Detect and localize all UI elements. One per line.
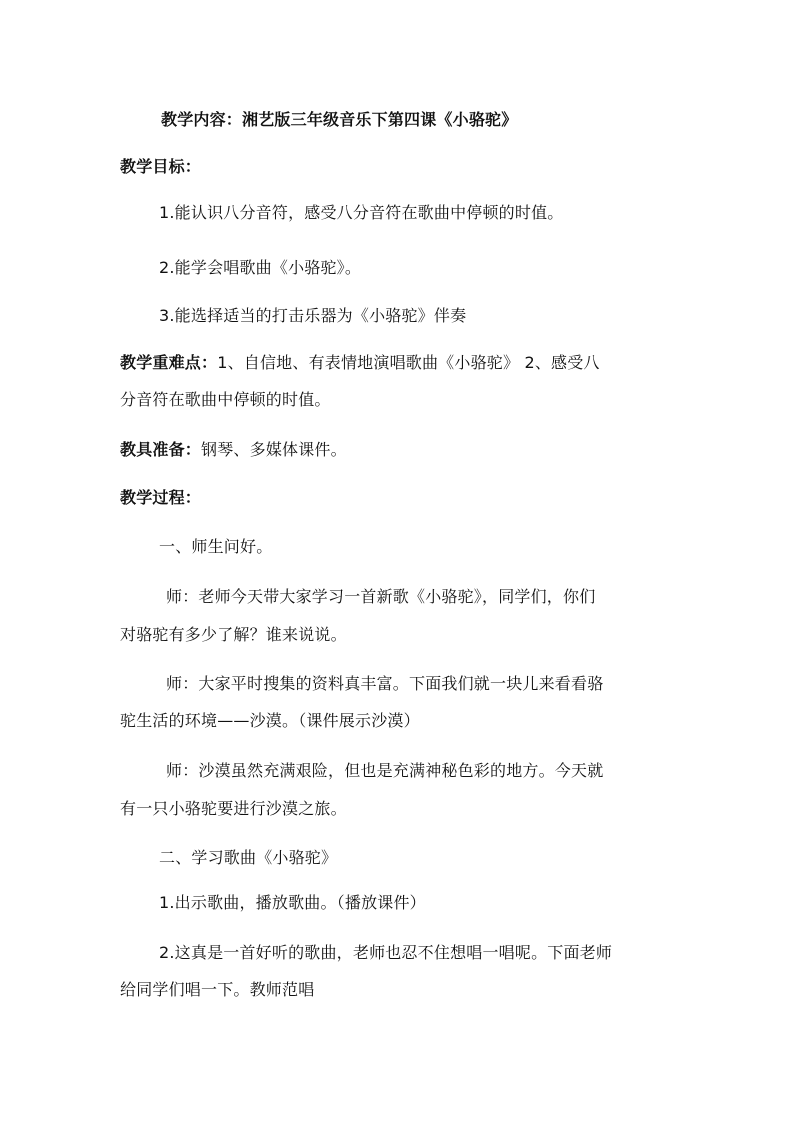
- content-line: [161, 110, 517, 130]
- goals-heading: 教学目标：: [120, 157, 202, 176]
- paragraph-3-line-2: 有一只小骆驼要进行沙漠之旅。: [120, 799, 347, 818]
- paragraph-2-line-2: 驼生活的环境——沙漠。（课件展示沙漠）: [120, 711, 420, 730]
- paragraph-2-line-1: 师：大家平时搜集的资料真丰富。下面我们就一块儿来看看骆: [166, 674, 604, 693]
- materials-label: 教具准备：: [120, 440, 202, 459]
- key-points-text-1: 1、自信地、有表情地演唱歌曲《小骆驼》 2、感受八: [217, 353, 600, 372]
- materials-text: 钢琴、多媒体课件。: [201, 440, 347, 459]
- step-2-line-2: 给同学们唱一下。教师范唱: [120, 980, 315, 999]
- key-points-line-2: 分音符在歌曲中停顿的时值。: [120, 390, 331, 409]
- step-1: 1.出示歌曲，播放歌曲。（播放课件）: [159, 893, 426, 912]
- goal-item-1: 1.能认识八分音符，感受八分音符在歌曲中停顿的时值。: [159, 203, 564, 222]
- paragraph-3-line-1: 师：沙漠虽然充满艰险，但也是充满神秘色彩的地方。今天就: [166, 761, 604, 780]
- goal-item-2: 2.能学会唱歌曲《小骆驼》。: [159, 258, 362, 277]
- goal-item-3: 3.能选择适当的打击乐器为《小骆驼》伴奏: [159, 306, 467, 325]
- step-2-line-1: 2.这真是一首好听的歌曲，老师也忍不住想唱一唱呢。下面老师: [159, 943, 613, 962]
- key-points-label: 教学重难点：: [120, 353, 218, 372]
- paragraph-1-line-2: 对骆驼有多少了解？谁来说说。: [120, 625, 347, 644]
- section-1-heading: 一、师生问好。: [159, 537, 273, 556]
- content-label: 教学内容：: [161, 110, 243, 129]
- process-heading: 教学过程：: [120, 488, 202, 507]
- content-title: 湘艺版三年级音乐下第四课《小骆驼》: [242, 110, 518, 129]
- section-2-heading: 二、学习歌曲《小骆驼》: [159, 848, 338, 867]
- key-points-line-1: [120, 353, 600, 373]
- paragraph-1-line-1: 师：老师今天带大家学习一首新歌《小骆驼》，同学们，你们: [166, 587, 596, 606]
- materials-line: [120, 440, 347, 460]
